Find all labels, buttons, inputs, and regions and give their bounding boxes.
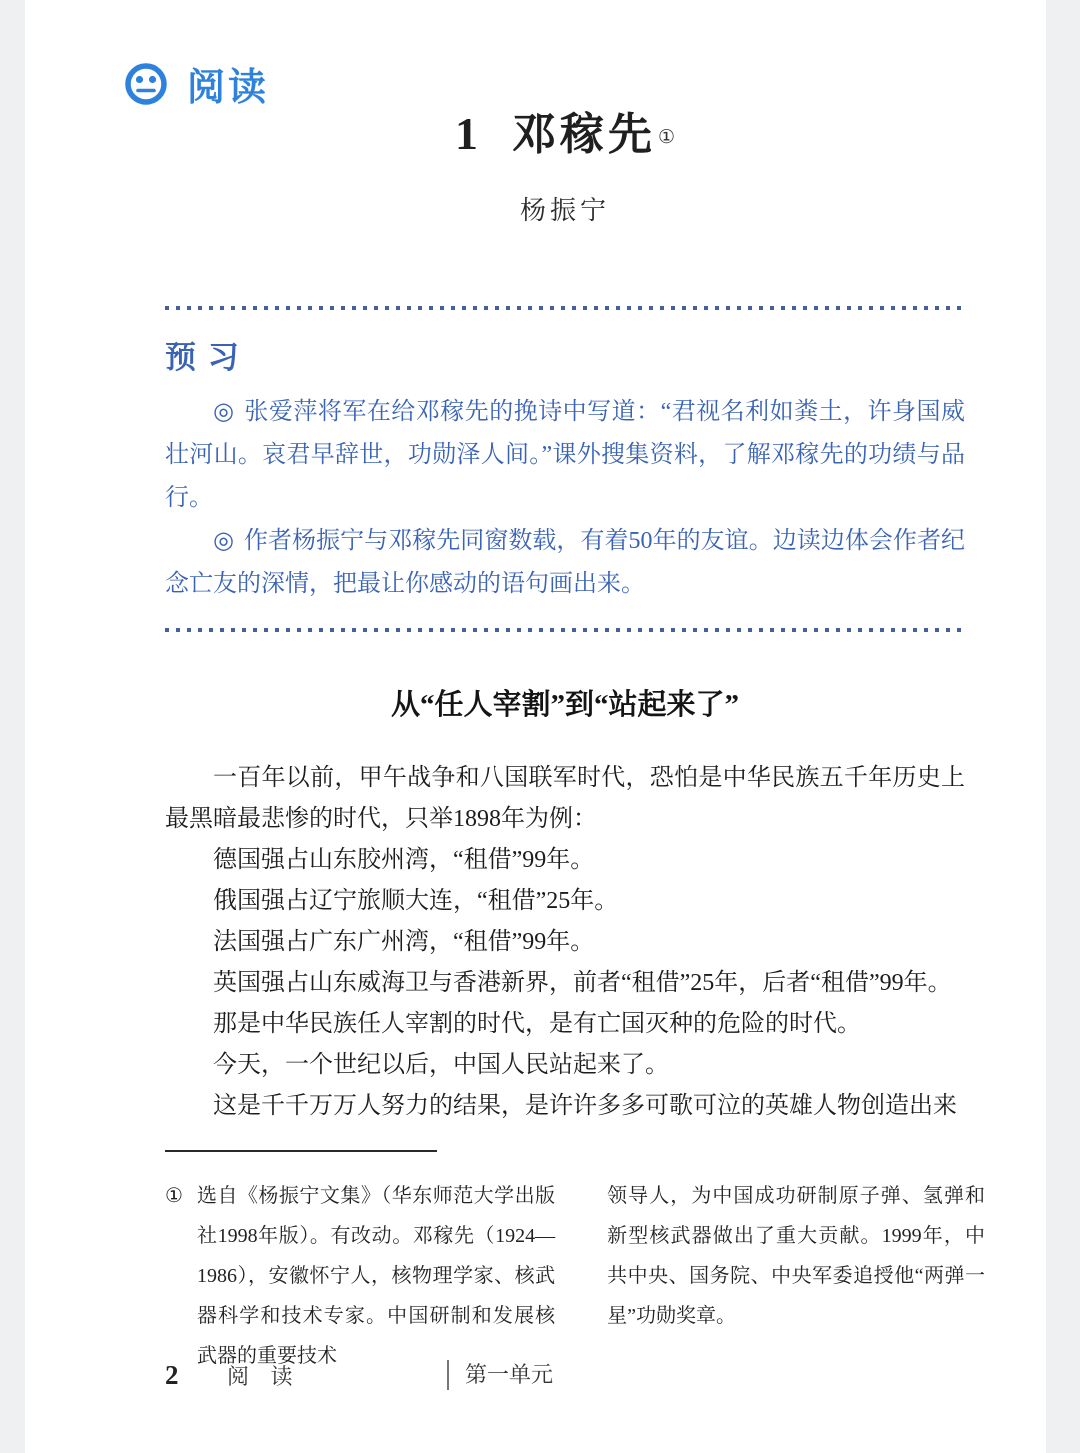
ring-bullet-icon: ◎ xyxy=(213,528,234,554)
preview-item-text: 作者杨振宁与邓稼先同窗数载，有着50年的友谊。边读边体会作者纪念亡友的深情，把最让你感动的语句画出来。 xyxy=(165,528,965,597)
lesson-number: 1 xyxy=(454,108,478,159)
paragraph: 法国强占广东广州湾，“租借”99年。 xyxy=(213,929,595,955)
footnote-left-column xyxy=(165,1176,555,1376)
preview-items xyxy=(165,391,965,606)
lesson-title-text: 邓稼先 xyxy=(511,110,656,159)
preview-item-text: 张爱萍将军在给邓稼先的挽诗中写道：“君视名利如粪土，许身国威壮河山。哀君早辞世，功勋泽人间。”课外搜集资料，了解邓稼先的功绩与品行。 xyxy=(165,399,965,511)
footnote-right-text: 领导人，为中国成功研制原子弹、氢弹和新型核武器做出了重大贡献。1999年，中共中央、国务院、中央军委追授他“两弹一星”功勋奖章。 xyxy=(607,1185,985,1327)
page-footer xyxy=(165,1360,965,1396)
paragraph: 今天，一个世纪以后，中国人民站起来了。 xyxy=(213,1052,669,1078)
preview-item xyxy=(165,520,965,606)
footnote-marker: ① xyxy=(165,1185,183,1207)
paragraph: 德国强占山东胶州湾，“租借”99年。 xyxy=(213,847,595,873)
reader-smiley-icon xyxy=(123,61,169,107)
paragraph: 这是千千万万人努力的结果，是许许多多可歌可泣的英雄人物创造出来 xyxy=(213,1093,957,1119)
footnote-left-text: 选自《杨振宁文集》（华东师范大学出版社1998年版）。有改动。邓稼先（1924—1986），安徽怀宁人，核物理学家、核武器科学和技术专家。中国研制和发展核武器的重要技术 xyxy=(197,1185,556,1367)
paragraph: 一百年以前，甲午战争和八国联军时代，恐怕是中华民族五千年历史上最黑暗最悲惨的时代，只举1898年为例： xyxy=(165,765,965,832)
dotted-divider-top xyxy=(165,306,965,310)
paragraph: 俄国强占辽宁旅顺大连，“租借”25年。 xyxy=(213,888,619,914)
author-name: 杨振宁 xyxy=(519,196,610,225)
footer-book-label: 阅 读 xyxy=(227,1364,301,1389)
preview-heading: 预 习 xyxy=(165,340,241,375)
footer-unit-label: 第一单元 xyxy=(447,1360,553,1390)
paragraph: 英国强占山东威海卫与香港新界，前者“租借”25年，后者“租借”99年。 xyxy=(213,970,952,996)
lesson-title xyxy=(165,98,965,162)
section-label: 阅读 xyxy=(187,67,270,109)
body-text xyxy=(165,758,965,1127)
paragraph: 那是中华民族任人宰割的时代，是有亡国灭种的危险的时代。 xyxy=(213,1011,861,1037)
footnote-block xyxy=(165,1150,985,1376)
preview-block xyxy=(165,306,965,632)
section-heading: 从“任人宰割”到“站起来了” xyxy=(390,689,739,721)
footnote-reference: ① xyxy=(657,126,676,148)
page-number: 2 xyxy=(165,1360,179,1390)
footnote-right-column xyxy=(607,1176,985,1376)
footnote-rule xyxy=(165,1150,437,1152)
preview-item xyxy=(165,391,965,520)
ring-bullet-icon: ◎ xyxy=(213,399,235,425)
page-surface xyxy=(25,0,1046,1453)
dotted-divider-bottom xyxy=(165,628,965,632)
